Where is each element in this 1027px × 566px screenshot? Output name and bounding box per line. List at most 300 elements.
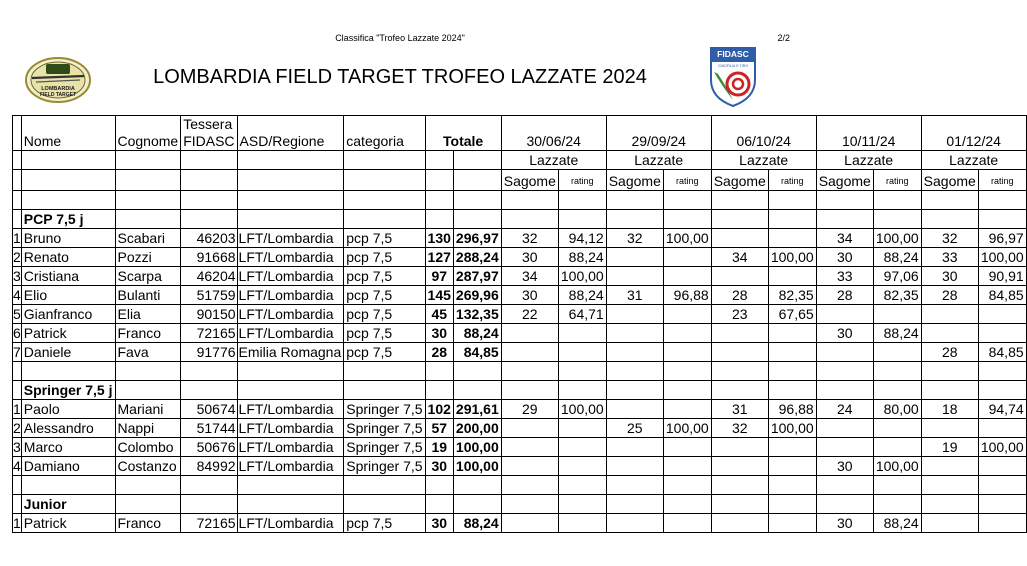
rating-cell: 88,24 (873, 324, 921, 343)
col-categoria: categoria (344, 116, 425, 151)
rating-cell (873, 419, 921, 438)
rating-cell: 100,00 (873, 457, 921, 476)
sagome-cell (606, 343, 663, 362)
cognome-cell: Franco (115, 324, 181, 343)
sagome-cell (711, 438, 768, 457)
asd-cell: LFT/Lombardia (237, 400, 344, 419)
table-cell (13, 210, 22, 229)
totale-rating-cell: 88,24 (453, 514, 501, 533)
cognome-cell: Bulanti (115, 286, 181, 305)
table-cell (606, 381, 663, 400)
table-row (13, 324, 1027, 343)
sagome-cell: 30 (816, 248, 873, 267)
rating-cell: 96,88 (663, 286, 711, 305)
sagome-cell (921, 324, 978, 343)
nome-cell: Elio (21, 286, 115, 305)
rating-cell (873, 305, 921, 324)
table-cell (768, 191, 816, 210)
sagome-cell: 28 (816, 286, 873, 305)
cognome-cell: Pozzi (115, 248, 181, 267)
asd-cell: LFT/Lombardia (237, 305, 344, 324)
table-row (13, 438, 1027, 457)
totale-rating-cell: 100,00 (453, 457, 501, 476)
rating-cell (663, 438, 711, 457)
table-cell (237, 210, 344, 229)
table-cell (501, 210, 558, 229)
totale-sagome-cell: 28 (425, 343, 453, 362)
col-date-5: 01/12/24 (921, 116, 1026, 151)
table-cell (453, 495, 501, 514)
rank-cell: 3 (13, 268, 21, 284)
table-cell (711, 362, 768, 381)
sagome-cell (816, 305, 873, 324)
spacer-row (13, 191, 1027, 210)
rating-cell (768, 438, 816, 457)
section-header-row (13, 210, 1027, 229)
tessera-cell: 91668 (181, 248, 237, 267)
table-cell (663, 381, 711, 400)
table-cell (873, 381, 921, 400)
sagome-cell: 22 (501, 305, 558, 324)
rating-cell (663, 400, 711, 419)
tessera-cell: 51759 (181, 286, 237, 305)
sagome-cell (711, 514, 768, 533)
rating-cell (663, 305, 711, 324)
asd-cell: LFT/Lombardia (237, 514, 344, 533)
rank-cell: 6 (13, 325, 21, 341)
sagome-header: Sagome (921, 170, 978, 191)
table-cell (663, 495, 711, 514)
sagome-cell (921, 457, 978, 476)
location-1: Lazzate (501, 151, 606, 170)
col-nome: Nome (21, 116, 115, 151)
table-cell (453, 191, 501, 210)
table-cell (558, 381, 606, 400)
sagome-cell: 30 (816, 514, 873, 533)
rating-cell (558, 419, 606, 438)
cognome-cell: Franco (115, 514, 181, 533)
rating-cell: 94,12 (558, 229, 606, 248)
table-cell (816, 381, 873, 400)
table-cell (978, 210, 1026, 229)
rating-cell (663, 248, 711, 267)
totale-sagome-cell: 57 (425, 419, 453, 438)
table-cell (711, 495, 768, 514)
table-cell (344, 381, 425, 400)
table-cell (344, 495, 425, 514)
table-cell (873, 191, 921, 210)
table-cell (425, 191, 453, 210)
table-cell (816, 362, 873, 381)
sagome-cell (921, 305, 978, 324)
totale-sagome-cell: 45 (425, 305, 453, 324)
categoria-cell: pcp 7,5 (344, 305, 425, 324)
rating-cell: 88,24 (873, 248, 921, 267)
table-cell (344, 476, 425, 495)
col-tessera: Tessera FIDASC (181, 116, 237, 151)
table-row (13, 419, 1027, 438)
rating-cell: 97,06 (873, 267, 921, 286)
totale-sagome-cell: 97 (425, 267, 453, 286)
categoria-cell: pcp 7,5 (344, 324, 425, 343)
asd-cell: LFT/Lombardia (237, 324, 344, 343)
totale-rating-cell: 288,24 (453, 248, 501, 267)
sagome-cell: 30 (816, 457, 873, 476)
sagome-cell (501, 419, 558, 438)
asd-cell: LFT/Lombardia (237, 267, 344, 286)
section-header-row (13, 381, 1027, 400)
table-cell (663, 476, 711, 495)
table-cell (181, 381, 237, 400)
tessera-cell: 72165 (181, 514, 237, 533)
main-title: LOMBARDIA FIELD TARGET TROFEO LAZZATE 2024 (153, 66, 647, 88)
table-cell (453, 210, 501, 229)
table-cell (711, 381, 768, 400)
table-cell (816, 210, 873, 229)
table-cell (115, 210, 181, 229)
col-date-3: 06/10/24 (711, 116, 816, 151)
totale-rating-cell: 88,24 (453, 324, 501, 343)
tessera-cell: 51744 (181, 419, 237, 438)
cognome-cell: Elia (115, 305, 181, 324)
table-row (13, 267, 1027, 286)
table-cell (237, 381, 344, 400)
nome-cell: Patrick (21, 324, 115, 343)
categoria-cell: pcp 7,5 (344, 286, 425, 305)
table-row (13, 305, 1027, 324)
totale-sagome-cell: 30 (425, 457, 453, 476)
table-cell (181, 191, 237, 210)
table-cell (453, 362, 501, 381)
rank-cell: 2 (13, 249, 21, 265)
asd-cell: LFT/Lombardia (237, 229, 344, 248)
table-cell (873, 476, 921, 495)
sagome-cell (606, 248, 663, 267)
svg-text:FIDASC: FIDASC (717, 49, 749, 59)
svg-text:CINOFILIA E TIRO: CINOFILIA E TIRO (717, 64, 749, 68)
table-cell (501, 476, 558, 495)
table-cell (978, 381, 1026, 400)
table-cell (115, 495, 181, 514)
rank-cell: 1 (13, 230, 21, 246)
asd-cell: LFT/Lombardia (237, 286, 344, 305)
table-row (13, 514, 1027, 533)
table-cell (558, 495, 606, 514)
sagome-cell (606, 457, 663, 476)
rating-cell: 94,74 (978, 400, 1026, 419)
totale-rating-cell: 296,97 (453, 229, 501, 248)
col-date-4: 10/11/24 (816, 116, 921, 151)
sagome-cell: 33 (921, 248, 978, 267)
section-title: Springer 7,5 j (21, 381, 115, 400)
table-cell (501, 381, 558, 400)
rating-cell (978, 305, 1026, 324)
table-cell (711, 191, 768, 210)
rating-cell: 64,71 (558, 305, 606, 324)
asd-cell: LFT/Lombardia (237, 457, 344, 476)
spacer-row (13, 362, 1027, 381)
sagome-cell (816, 343, 873, 362)
sagome-header: Sagome (711, 170, 768, 191)
sagome-cell: 34 (711, 248, 768, 267)
asd-cell: Emilia Romagna (237, 343, 344, 362)
nome-cell: Gianfranco (21, 305, 115, 324)
sagome-cell: 28 (711, 286, 768, 305)
rank-cell: 1 (13, 401, 21, 417)
rating-cell: 88,24 (873, 514, 921, 533)
table-row (13, 229, 1027, 248)
table-row (13, 286, 1027, 305)
categoria-cell: Springer 7,5 (344, 438, 425, 457)
table-cell (181, 362, 237, 381)
rating-header: rating (873, 170, 921, 191)
rating-header: rating (558, 170, 606, 191)
categoria-cell: Springer 7,5 (344, 400, 425, 419)
rating-cell (768, 343, 816, 362)
nome-cell: Patrick (21, 514, 115, 533)
table-cell (873, 495, 921, 514)
sagome-cell: 30 (921, 267, 978, 286)
sagome-cell (501, 514, 558, 533)
spacer-row (13, 476, 1027, 495)
rating-cell (663, 343, 711, 362)
table-cell (921, 381, 978, 400)
rating-header: rating (978, 170, 1026, 191)
rating-cell (558, 343, 606, 362)
rating-cell (558, 457, 606, 476)
table-cell (501, 191, 558, 210)
rating-cell (663, 324, 711, 343)
totale-sagome-cell: 30 (425, 514, 453, 533)
totale-rating-cell: 269,96 (453, 286, 501, 305)
rating-cell (873, 438, 921, 457)
rating-cell (663, 457, 711, 476)
categoria-cell: pcp 7,5 (344, 514, 425, 533)
table-cell (115, 381, 181, 400)
location-5: Lazzate (921, 151, 1026, 170)
table-cell (816, 476, 873, 495)
totale-rating-cell: 287,97 (453, 267, 501, 286)
table-cell (13, 476, 22, 495)
sagome-cell (921, 514, 978, 533)
sagome-cell (711, 343, 768, 362)
svg-text:FIELD TARGET: FIELD TARGET (39, 92, 77, 98)
sagome-cell: 34 (501, 267, 558, 286)
totale-sagome-cell: 30 (425, 324, 453, 343)
totale-rating-cell: 291,61 (453, 400, 501, 419)
table-cell (425, 476, 453, 495)
nome-cell: Bruno (21, 229, 115, 248)
nome-cell: Marco (21, 438, 115, 457)
document-title: Classifica "Trofeo Lazzate 2024" (335, 33, 465, 43)
asd-cell: LFT/Lombardia (237, 438, 344, 457)
table-cell (425, 210, 453, 229)
table-cell (425, 362, 453, 381)
rating-cell: 67,65 (768, 305, 816, 324)
rating-cell: 82,35 (873, 286, 921, 305)
svg-text:LOMBARDIA: LOMBARDIA (41, 86, 75, 92)
col-asd: ASD/Regione (237, 116, 344, 151)
nome-cell: Cristiana (21, 267, 115, 286)
table-cell (768, 381, 816, 400)
rank-cell: 4 (13, 287, 21, 303)
sagome-cell: 31 (711, 400, 768, 419)
totale-rating-cell: 200,00 (453, 419, 501, 438)
rating-cell (978, 419, 1026, 438)
sagome-cell (711, 324, 768, 343)
rating-cell: 100,00 (558, 400, 606, 419)
sagome-cell: 30 (816, 324, 873, 343)
table-cell (978, 362, 1026, 381)
table-cell (181, 495, 237, 514)
totale-rating-cell: 100,00 (453, 438, 501, 457)
table-cell (921, 210, 978, 229)
table-cell (13, 495, 22, 514)
table-row (13, 400, 1027, 419)
table-cell (663, 191, 711, 210)
sagome-cell (606, 267, 663, 286)
sagome-cell: 23 (711, 305, 768, 324)
sagome-header: Sagome (816, 170, 873, 191)
rating-cell (768, 457, 816, 476)
col-date-1: 30/06/24 (501, 116, 606, 151)
sagome-cell: 29 (501, 400, 558, 419)
table-cell (453, 381, 501, 400)
categoria-cell: pcp 7,5 (344, 229, 425, 248)
rating-cell: 100,00 (978, 438, 1026, 457)
table-cell (663, 362, 711, 381)
sagome-header: Sagome (501, 170, 558, 191)
sagome-cell (501, 438, 558, 457)
tessera-cell: 84992 (181, 457, 237, 476)
categoria-cell: pcp 7,5 (344, 267, 425, 286)
table-cell (344, 191, 425, 210)
nome-cell: Paolo (21, 400, 115, 419)
sagome-cell (606, 514, 663, 533)
rating-cell: 100,00 (663, 419, 711, 438)
table-cell (768, 362, 816, 381)
rank-cell: 1 (13, 515, 21, 531)
table-cell (873, 210, 921, 229)
sagome-cell (606, 438, 663, 457)
table-cell (921, 191, 978, 210)
rating-cell: 100,00 (873, 229, 921, 248)
sagome-cell: 28 (921, 286, 978, 305)
categoria-cell: pcp 7,5 (344, 343, 425, 362)
rating-cell (768, 514, 816, 533)
section-header-row (13, 495, 1027, 514)
nome-cell: Alessandro (21, 419, 115, 438)
sagome-cell: 32 (606, 229, 663, 248)
sagome-cell: 30 (501, 248, 558, 267)
location-4: Lazzate (816, 151, 921, 170)
table-cell (558, 191, 606, 210)
section-title: Junior (21, 495, 115, 514)
table-cell (606, 191, 663, 210)
section-title: PCP 7,5 j (21, 210, 115, 229)
sagome-cell: 33 (816, 267, 873, 286)
table-row (13, 343, 1027, 362)
tessera-cell: 50676 (181, 438, 237, 457)
cognome-cell: Mariani (115, 400, 181, 419)
sagome-cell: 32 (921, 229, 978, 248)
cognome-cell: Scabari (115, 229, 181, 248)
table-cell (606, 495, 663, 514)
table-cell (816, 495, 873, 514)
table-cell (921, 495, 978, 514)
table-cell (978, 495, 1026, 514)
sagome-cell (711, 457, 768, 476)
rating-cell: 100,00 (663, 229, 711, 248)
table-cell (115, 191, 181, 210)
table-cell (425, 495, 453, 514)
rating-cell (873, 343, 921, 362)
sagome-cell: 18 (921, 400, 978, 419)
table-cell (606, 476, 663, 495)
sagome-cell (501, 324, 558, 343)
table-cell (21, 476, 115, 495)
rating-cell: 80,00 (873, 400, 921, 419)
tessera-cell: 90150 (181, 305, 237, 324)
sagome-cell: 34 (816, 229, 873, 248)
categoria-cell: pcp 7,5 (344, 248, 425, 267)
nome-cell: Renato (21, 248, 115, 267)
table-cell (21, 191, 115, 210)
sagome-cell (711, 267, 768, 286)
rank-cell: 3 (13, 439, 21, 455)
rating-cell: 100,00 (768, 419, 816, 438)
totale-sagome-cell: 145 (425, 286, 453, 305)
asd-cell: LFT/Lombardia (237, 419, 344, 438)
rating-cell (768, 267, 816, 286)
sagome-cell (921, 419, 978, 438)
table-cell (558, 476, 606, 495)
sagome-cell: 32 (501, 229, 558, 248)
cognome-cell: Scarpa (115, 267, 181, 286)
col-totale: Totale (425, 116, 501, 151)
rating-cell (558, 438, 606, 457)
table-cell (237, 362, 344, 381)
rating-cell (768, 324, 816, 343)
table-cell (558, 362, 606, 381)
table-cell (501, 362, 558, 381)
rating-cell (663, 514, 711, 533)
table-cell (181, 476, 237, 495)
rating-cell (558, 324, 606, 343)
rating-cell: 82,35 (768, 286, 816, 305)
sagome-cell: 31 (606, 286, 663, 305)
sagome-cell: 32 (711, 419, 768, 438)
table-row (13, 248, 1027, 267)
table-cell (816, 191, 873, 210)
rating-cell: 100,00 (768, 248, 816, 267)
rating-cell: 84,85 (978, 343, 1026, 362)
table-cell (237, 495, 344, 514)
rating-cell (558, 514, 606, 533)
cognome-cell: Nappi (115, 419, 181, 438)
table-cell (115, 362, 181, 381)
table-cell (663, 210, 711, 229)
asd-cell: LFT/Lombardia (237, 248, 344, 267)
table-cell (921, 476, 978, 495)
table-cell (921, 362, 978, 381)
totale-sagome-cell: 102 (425, 400, 453, 419)
table-cell (711, 476, 768, 495)
sagome-cell (501, 457, 558, 476)
tessera-cell: 46203 (181, 229, 237, 248)
table-cell (13, 362, 22, 381)
rating-cell (663, 267, 711, 286)
